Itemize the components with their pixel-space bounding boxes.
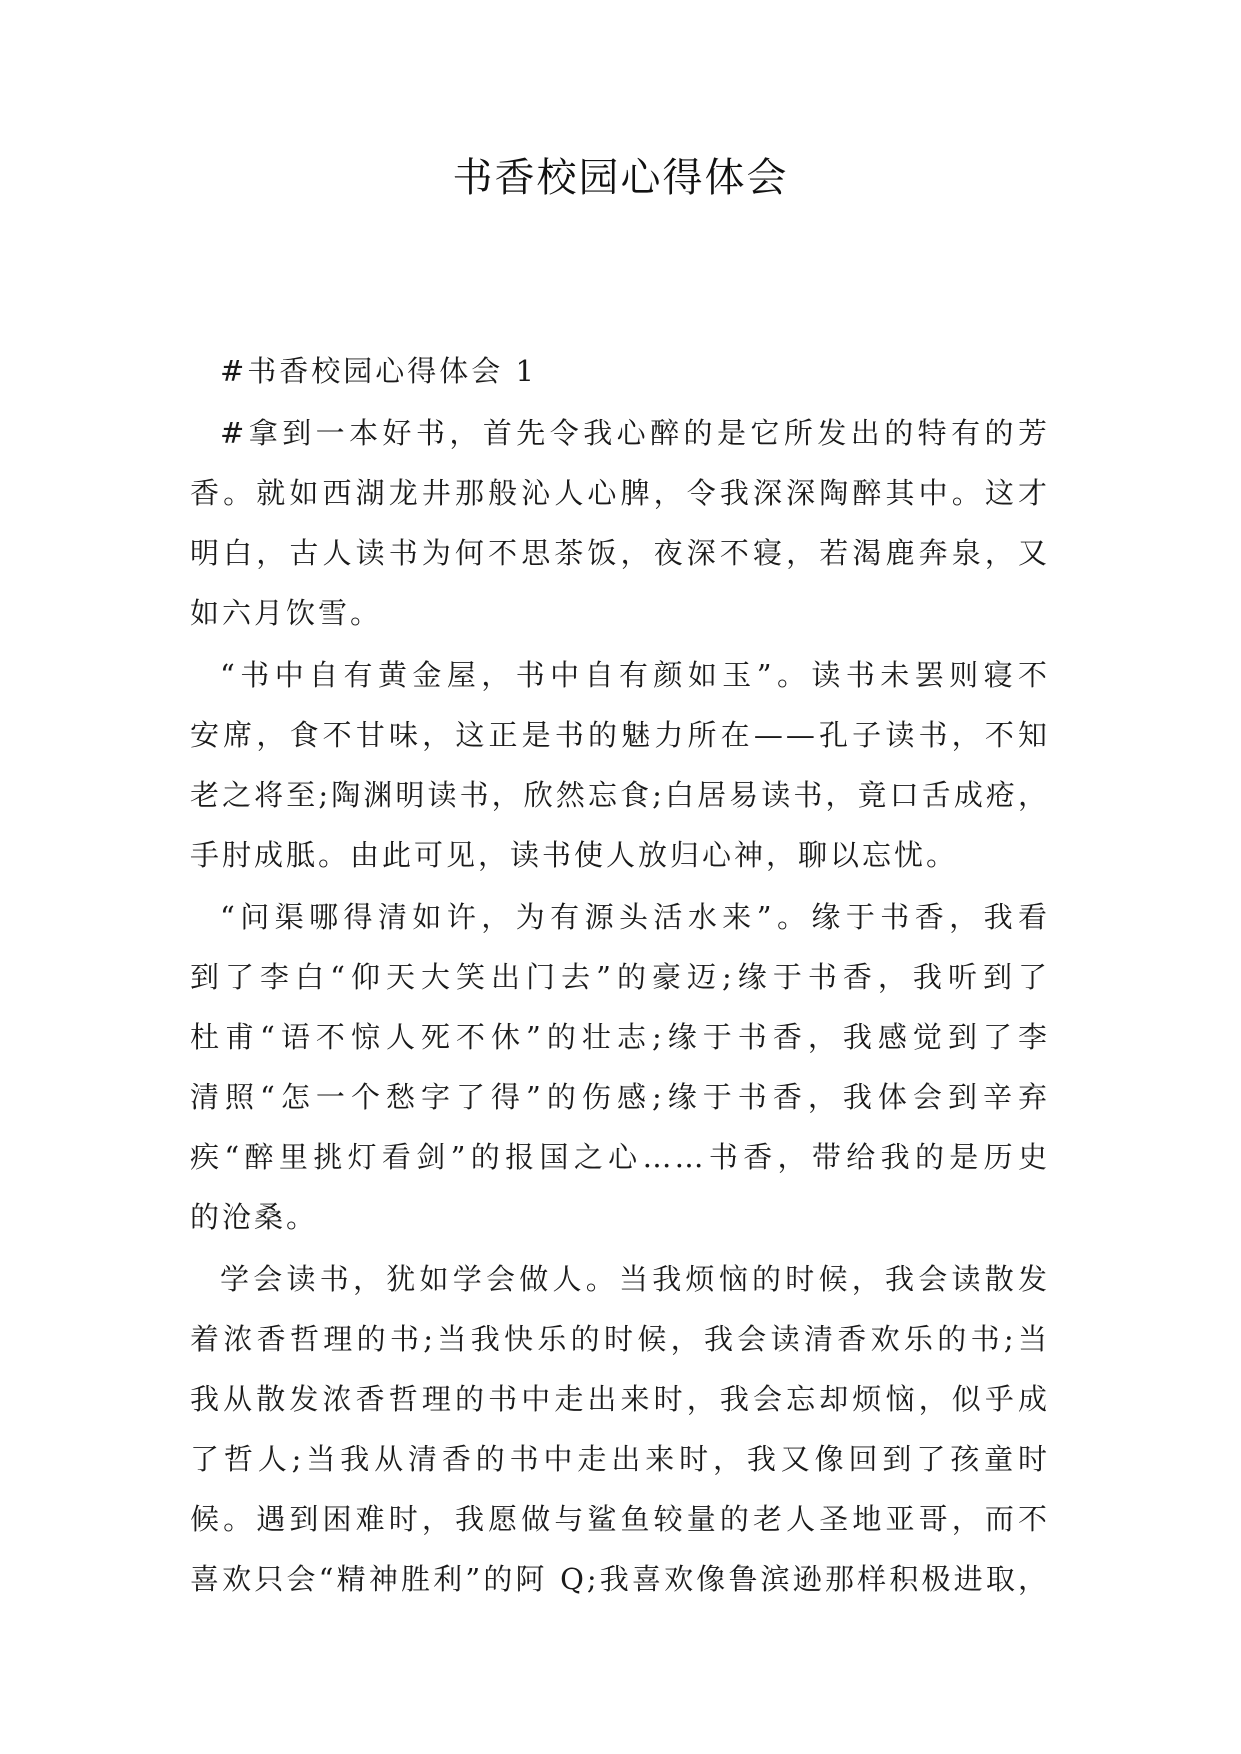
- paragraph-line: 清照“怎一个愁字了得”的伤感;缘于书香，我体会到辛弃: [190, 1080, 1050, 1114]
- paragraph-4: [190, 1249, 1050, 1609]
- paragraph-line: 安席，食不甘味，这正是书的魅力所在——孔子读书，不知: [190, 718, 1050, 752]
- paragraph-line: #拿到一本好书，首先令我心醉的是它所发出的特有的芳: [220, 416, 1050, 450]
- paragraph-line: 学会读书，犹如学会做人。当我烦恼的时候，我会读散发: [220, 1262, 1050, 1296]
- paragraph-1: [190, 403, 1050, 643]
- paragraph-line: 杜甫“语不惊人死不休”的壮志;缘于书香，我感觉到了李: [190, 1020, 1050, 1054]
- paragraph-line: 如六月饮雪。: [190, 596, 383, 630]
- paragraph-line: 了哲人;当我从清香的书中走出来时，我又像回到了孩童时: [190, 1442, 1050, 1476]
- paragraph-2: [190, 645, 1050, 885]
- paragraph-line: “书中自有黄金屋，书中自有颜如玉”。读书未罢则寝不: [220, 658, 1050, 692]
- paragraph-line: 我从散发浓香哲理的书中走出来时，我会忘却烦恼，似乎成: [190, 1382, 1050, 1416]
- paragraph-3: [190, 887, 1050, 1247]
- paragraph-line: 到了李白“仰天大笑出门去”的豪迈;缘于书香，我听到了: [190, 960, 1050, 994]
- paragraph-line: 疾“醉里挑灯看剑”的报国之心……书香，带给我的是历史: [190, 1140, 1050, 1174]
- paragraph-line: 候。遇到困难时，我愿做与鲨鱼较量的老人圣地亚哥，而不: [190, 1502, 1050, 1536]
- paragraph-line: 手肘成胝。由此可见，读书使人放归心神，聊以忘忧。: [190, 838, 959, 872]
- section-heading: #书香校园心得体会 1: [220, 354, 537, 388]
- paragraph-line: 香。就如西湖龙井那般沁人心脾，令我深深陶醉其中。这才: [190, 476, 1050, 510]
- paragraph-line: 的沧桑。: [190, 1200, 319, 1234]
- document-body: [190, 341, 1050, 1611]
- paragraph-line: 着浓香哲理的书;当我快乐的时候，我会读清香欢乐的书;当: [190, 1322, 1050, 1356]
- paragraph-line: “问渠哪得清如许，为有源头活水来”。缘于书香，我看: [220, 900, 1050, 934]
- paragraph-line: 喜欢只会“精神胜利”的阿 Q;我喜欢像鲁滨逊那样积极进取，: [190, 1562, 1050, 1596]
- document-title: 书香校园心得体会: [452, 155, 789, 201]
- paragraph-line: 老之将至;陶渊明读书，欣然忘食;白居易读书，竟口舌成疮，: [190, 778, 1050, 812]
- paragraph-line: 明白，古人读书为何不思茶饭，夜深不寝，若渴鹿奔泉，又: [190, 536, 1050, 570]
